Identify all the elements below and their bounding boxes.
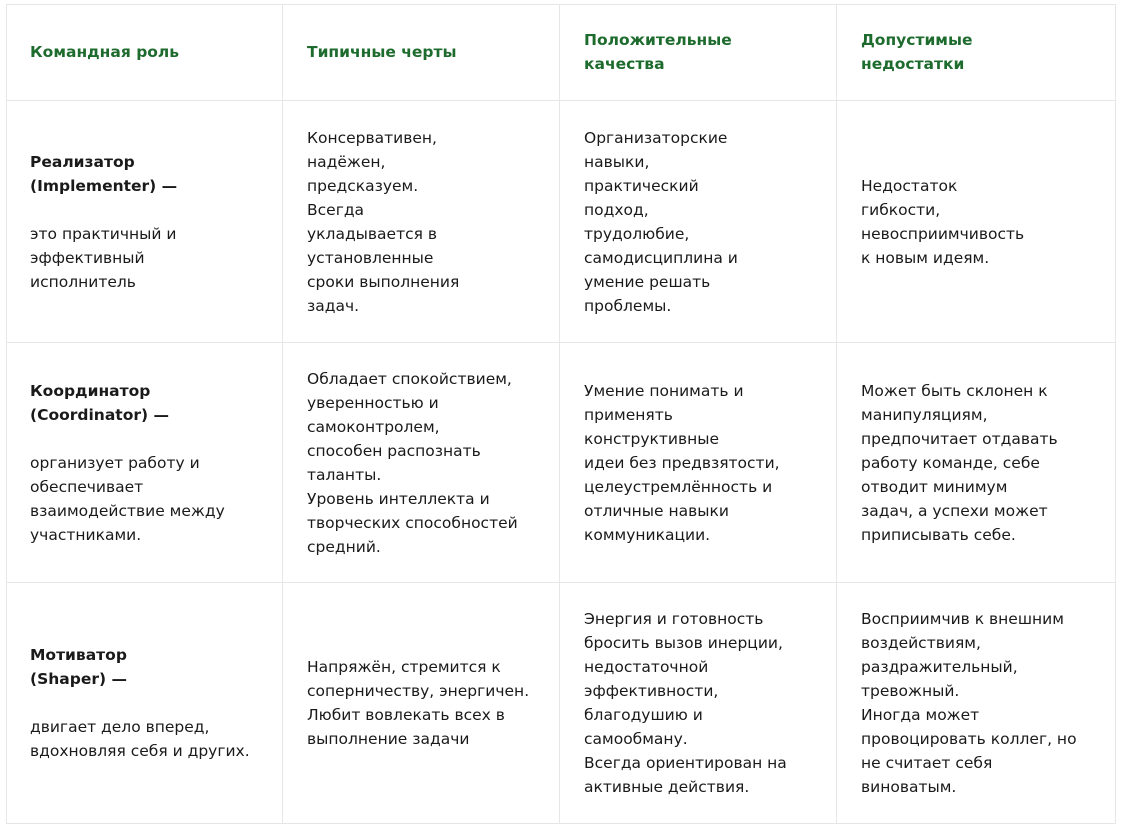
traits-text: Обладает спокойствием, уверенностью и самоконтролем, способен распознать таланты. Уровень интеллекта и творческих способностей средний. [307, 369, 518, 556]
table-row-shaper-role [6, 583, 282, 823]
positive-cell [560, 101, 836, 342]
header-cell [6, 4, 282, 100]
role-name: Координатор (Coordinator) — [30, 381, 169, 424]
positive-cell [560, 343, 836, 582]
positive-text: Энергия и готовность бросить вызов инерции, недостаточной эффективности, благодушию и самообману. Всегда ориентирован на активные действия. [584, 610, 787, 796]
role-description: организует работу и обеспечивает взаимодействие между участниками. [30, 453, 225, 544]
header-cell [283, 4, 559, 100]
header-positive: Положительные качества [584, 31, 732, 73]
table-row-coordinator-role [6, 343, 282, 582]
role-description: двигает дело вперед, вдохновляя себя и других. [30, 718, 250, 760]
role-description: это практичный и эффективный исполнитель [30, 224, 177, 291]
traits-cell [283, 583, 559, 823]
weaknesses-cell [837, 101, 1115, 342]
traits-text: Напряжён, стремится к соперничеству, энергичен. Любит вовлекать всех в выполнение задачи [307, 658, 530, 748]
table-border-right [1115, 4, 1116, 824]
positive-text: Организаторские навыки, практический подход, трудолюбие, самодисциплина и умение решать проблемы. [584, 128, 738, 315]
role-name: Мотиватор (Shaper) — [30, 646, 127, 688]
traits-text: Консервативен, надёжен, предсказуем. Всегда укладывается в установленные сроки выполнения задач. [307, 128, 460, 315]
team-roles-table [6, 4, 1116, 824]
weaknesses-text: Недостаток гибкости, невосприимчивость к новым идеям. [861, 176, 1025, 267]
header-cell [837, 4, 1115, 100]
traits-cell [283, 101, 559, 342]
role-name: Реализатор (Implementer) — [30, 152, 178, 195]
weaknesses-text: Может быть склонен к манипуляциям, предпочитает отдавать работу команде, себе отводит минимум задач, а успехи может приписывать себе. [861, 381, 1058, 544]
table-row-implementer-role [6, 101, 282, 342]
table-border-bottom [6, 823, 1116, 824]
header-weaknesses: Допустимые недостатки [861, 31, 973, 73]
positive-text: Умение понимать и применять конструктивные идеи без предвзятости, целеустремлённость и отличные навыки коммуникации. [584, 381, 780, 544]
weaknesses-text: Восприимчив к внешним воздействиям, раздражительный, тревожный. Иногда может провоцировать коллег, но не считает себя виноватым. [861, 610, 1077, 796]
header-role: Командная роль [30, 43, 180, 61]
traits-cell [283, 343, 559, 582]
header-cell [560, 4, 836, 100]
positive-cell [560, 583, 836, 823]
header-traits: Типичные черты [307, 43, 457, 61]
weaknesses-cell [837, 343, 1115, 582]
weaknesses-cell [837, 583, 1115, 823]
